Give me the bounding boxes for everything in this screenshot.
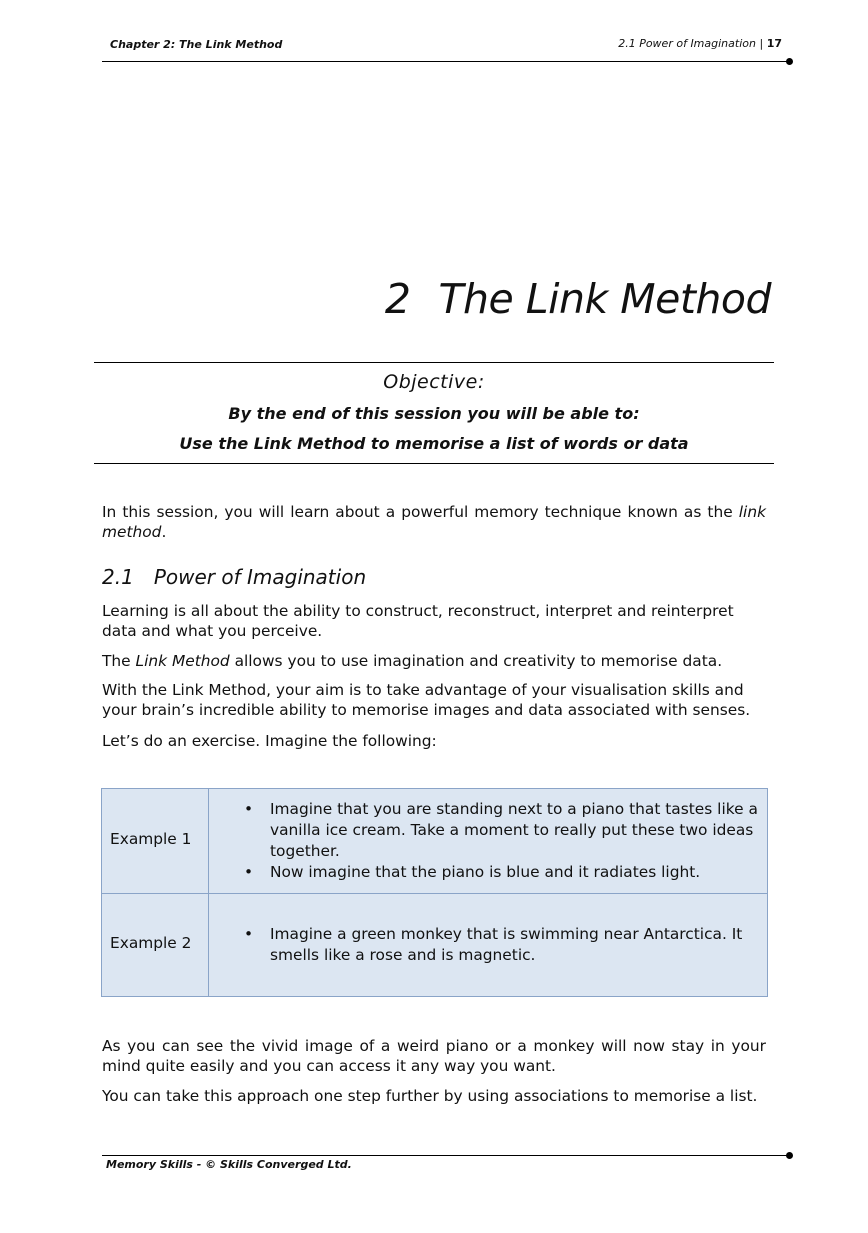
bullet-icon: • xyxy=(244,863,254,881)
example-1-bullet-2 xyxy=(242,862,762,883)
example-2-bullets xyxy=(242,924,762,966)
bullet-icon: • xyxy=(244,800,254,818)
example-1-bullet-2-text: Now imagine that the piano is blue and it radiates light. xyxy=(270,863,701,881)
example-1-label: Example 1 xyxy=(110,830,192,848)
paragraph-3: With the Link Method, your aim is to take advantage of your visualisation skills and your brain’s incredible ability to memorise images and data associated with senses. xyxy=(102,681,751,719)
bullet-icon: • xyxy=(244,925,254,943)
example-1-bullet-1 xyxy=(242,799,762,862)
objective-top-rule xyxy=(94,362,774,363)
paragraph-4: Let’s do an exercise. Imagine the following: xyxy=(102,732,437,750)
paragraph-2-post: allows you to use imagination and creativity to memorise data. xyxy=(229,652,723,670)
chapter-number: 2 xyxy=(384,275,411,323)
paragraph-1: Learning is all about the ability to construct, reconstruct, interpret and reinterpret data and what you perceive. xyxy=(102,602,734,640)
intro-text: In this session, you will learn about a powerful memory technique known as the xyxy=(102,503,733,521)
header-rule xyxy=(102,61,788,62)
footer-rule-dot xyxy=(786,1152,793,1159)
objective-line-1: By the end of this session you will be able to: xyxy=(228,404,640,423)
paragraph-6: You can take this approach one step further by using associations to memorise a list. xyxy=(102,1087,758,1105)
header-rule-dot xyxy=(786,58,793,65)
examples-table xyxy=(101,788,768,997)
example-2-bullet-1 xyxy=(242,924,762,966)
paragraph-2-italic: Link Method xyxy=(135,652,230,670)
example-2-label: Example 2 xyxy=(110,934,192,952)
intro-paragraph xyxy=(102,502,766,542)
section-number: 2.1 xyxy=(102,565,134,589)
example-2-bullet-1-text: Imagine a green monkey that is swimming near Antarctica. It smells like a rose and is magnetic. xyxy=(270,925,743,964)
running-header-section xyxy=(618,37,782,50)
objective-bottom-rule xyxy=(94,463,774,464)
page-number: 17 xyxy=(766,37,782,50)
chapter-title xyxy=(385,275,771,323)
footer-rule xyxy=(102,1155,788,1156)
intro-italic: link method xyxy=(102,503,766,541)
table-row-divider xyxy=(102,893,767,894)
section-title: Power of Imagination xyxy=(153,565,367,589)
objective-title: Objective: xyxy=(383,371,485,393)
paragraph-2 xyxy=(102,651,766,671)
footer-copyright: Memory Skills - © Skills Converged Ltd. xyxy=(106,1158,352,1171)
objective-line-2: Use the Link Method to memorise a list of words or data xyxy=(179,434,689,453)
header-separator: | xyxy=(759,37,764,50)
example-1-bullets xyxy=(242,799,762,883)
example-1-bullet-1-text: Imagine that you are standing next to a piano that tastes like a vanilla ice cream. Take a moment to really put these two ideas together. xyxy=(270,800,758,860)
running-header-chapter: Chapter 2: The Link Method xyxy=(110,38,283,51)
paragraph-2-pre: The xyxy=(102,652,136,670)
section-heading xyxy=(102,565,366,589)
header-section-title: 2.1 Power of Imagination xyxy=(618,37,756,50)
chapter-title-text: The Link Method xyxy=(438,275,771,323)
paragraph-5: As you can see the vivid image of a weird piano or a monkey will now stay in your mind quite easily and you can access it any way you want. xyxy=(102,1037,766,1075)
intro-end: . xyxy=(161,523,167,541)
